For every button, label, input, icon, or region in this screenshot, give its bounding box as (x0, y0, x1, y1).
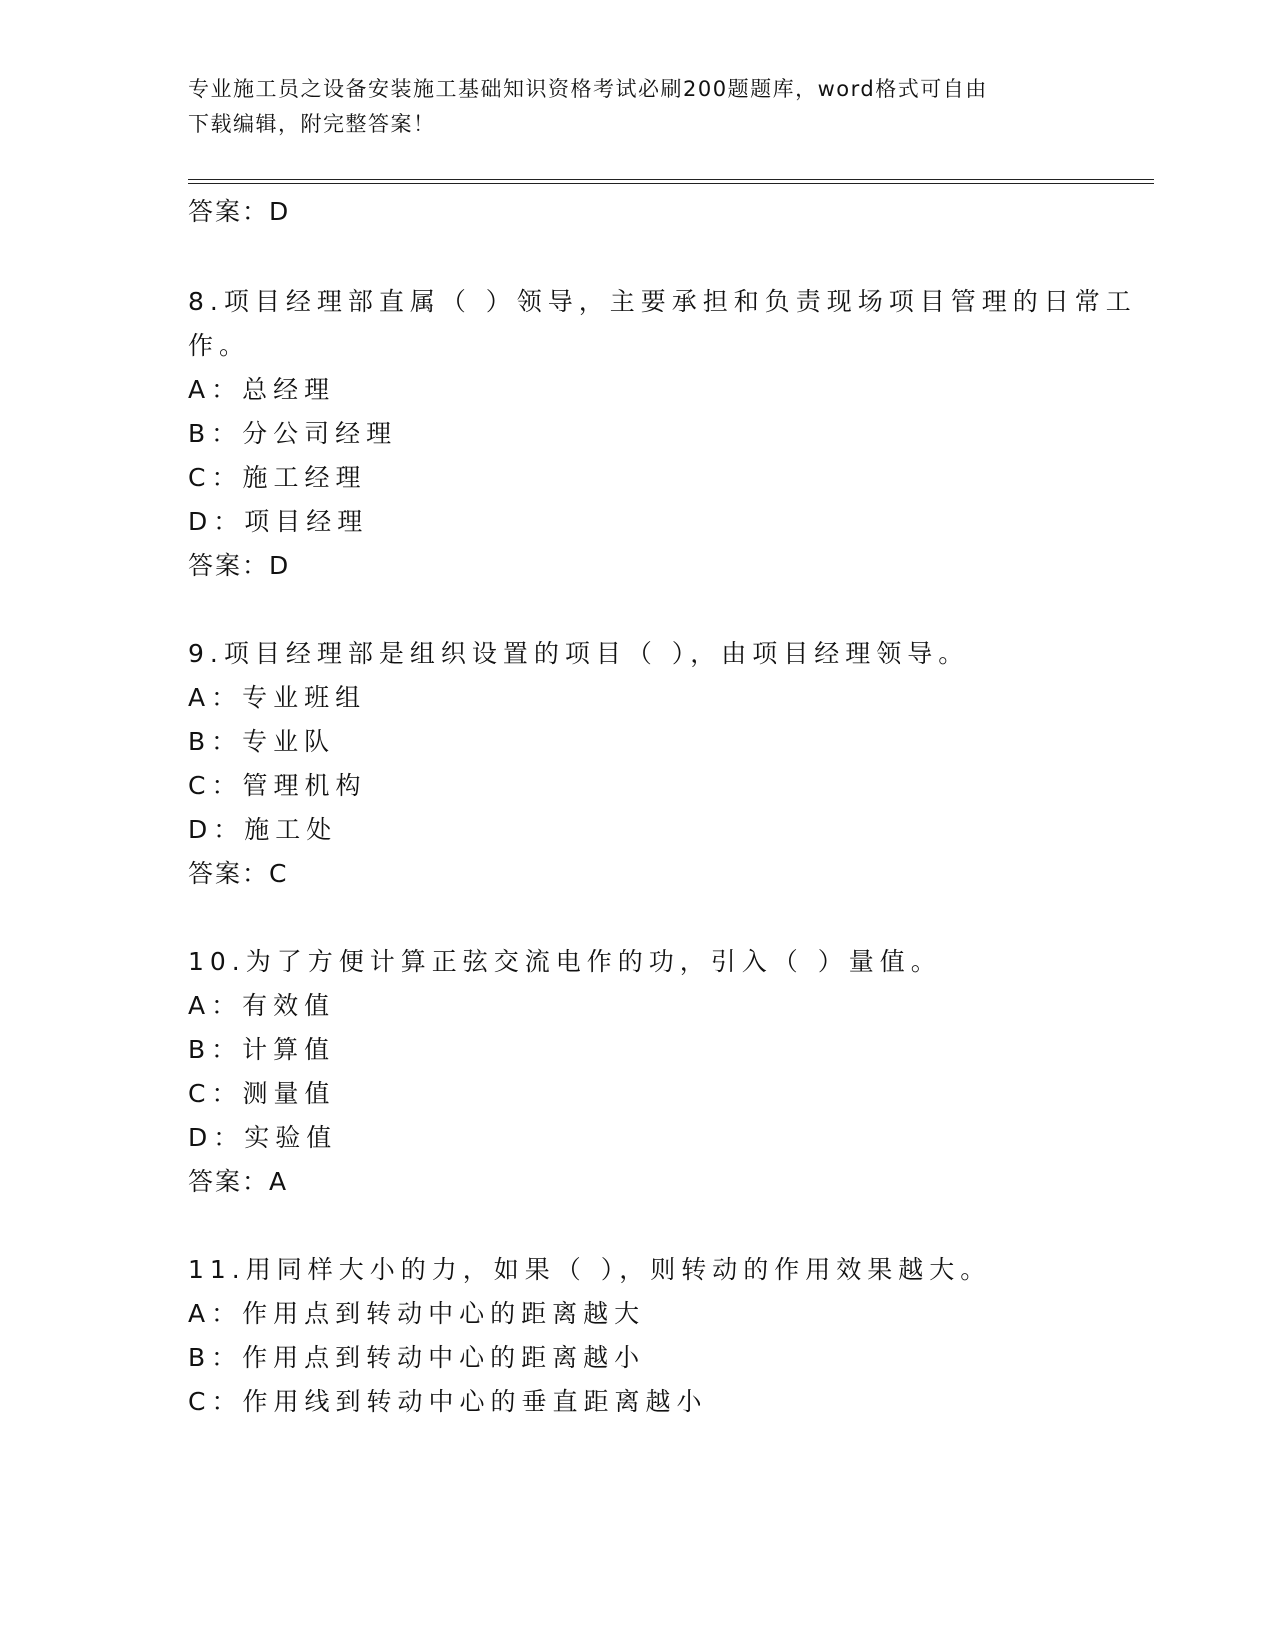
question-9-option-b: B：专业队 (188, 727, 336, 756)
header-line-2: 下载编辑，附完整答案！ (188, 112, 436, 136)
header-line-1: 专业施工员之设备安装施工基础知识资格考试必刷200题题库，word格式可自由 (188, 77, 988, 101)
question-10-option-a: A：有效值 (188, 991, 336, 1020)
question-9-option-d: D：施工处 (188, 815, 338, 844)
answer-line: 答案：D (188, 197, 291, 226)
question-8-option-c: C：施工经理 (188, 463, 367, 492)
question-8-option-d: D：项目经理 (188, 507, 369, 536)
question-8-answer: 答案：D (188, 551, 291, 580)
question-8-stem-cont: 作。 (188, 331, 251, 360)
question-10-option-c: C：测量值 (188, 1079, 336, 1108)
question-8-option-b: B：分公司经理 (188, 419, 398, 448)
question-9-stem: 9.项目经理部是组织设置的项目（ ），由项目经理领导。 (188, 639, 970, 668)
question-10-answer: 答案：A (188, 1167, 289, 1196)
question-10-option-b: B：计算值 (188, 1035, 336, 1064)
question-10-stem: 10.为了方便计算正弦交流电作的功，引入（ ）量值。 (188, 947, 942, 976)
question-9-option-c: C：管理机构 (188, 771, 367, 800)
question-11-option-c: C：作用线到转动中心的垂直距离越小 (188, 1387, 708, 1416)
question-8-option-a: A：总经理 (188, 375, 336, 404)
header-rule-thin (188, 179, 1154, 180)
question-11-stem: 11.用同样大小的力，如果（ ），则转动的作用效果越大。 (188, 1255, 992, 1284)
question-8-stem: 8.项目经理部直属（ ）领导，主要承担和负责现场项目管理的日常工 (188, 287, 1137, 316)
document-header (188, 72, 1068, 142)
question-10-option-d: D：实验值 (188, 1123, 338, 1152)
question-11-option-b: B：作用点到转动中心的距离越小 (188, 1343, 646, 1372)
question-11-option-a: A：作用点到转动中心的距离越大 (188, 1299, 646, 1328)
question-9-answer: 答案：C (188, 859, 289, 888)
header-rule-thick (188, 183, 1154, 184)
question-9-option-a: A：专业班组 (188, 683, 367, 712)
